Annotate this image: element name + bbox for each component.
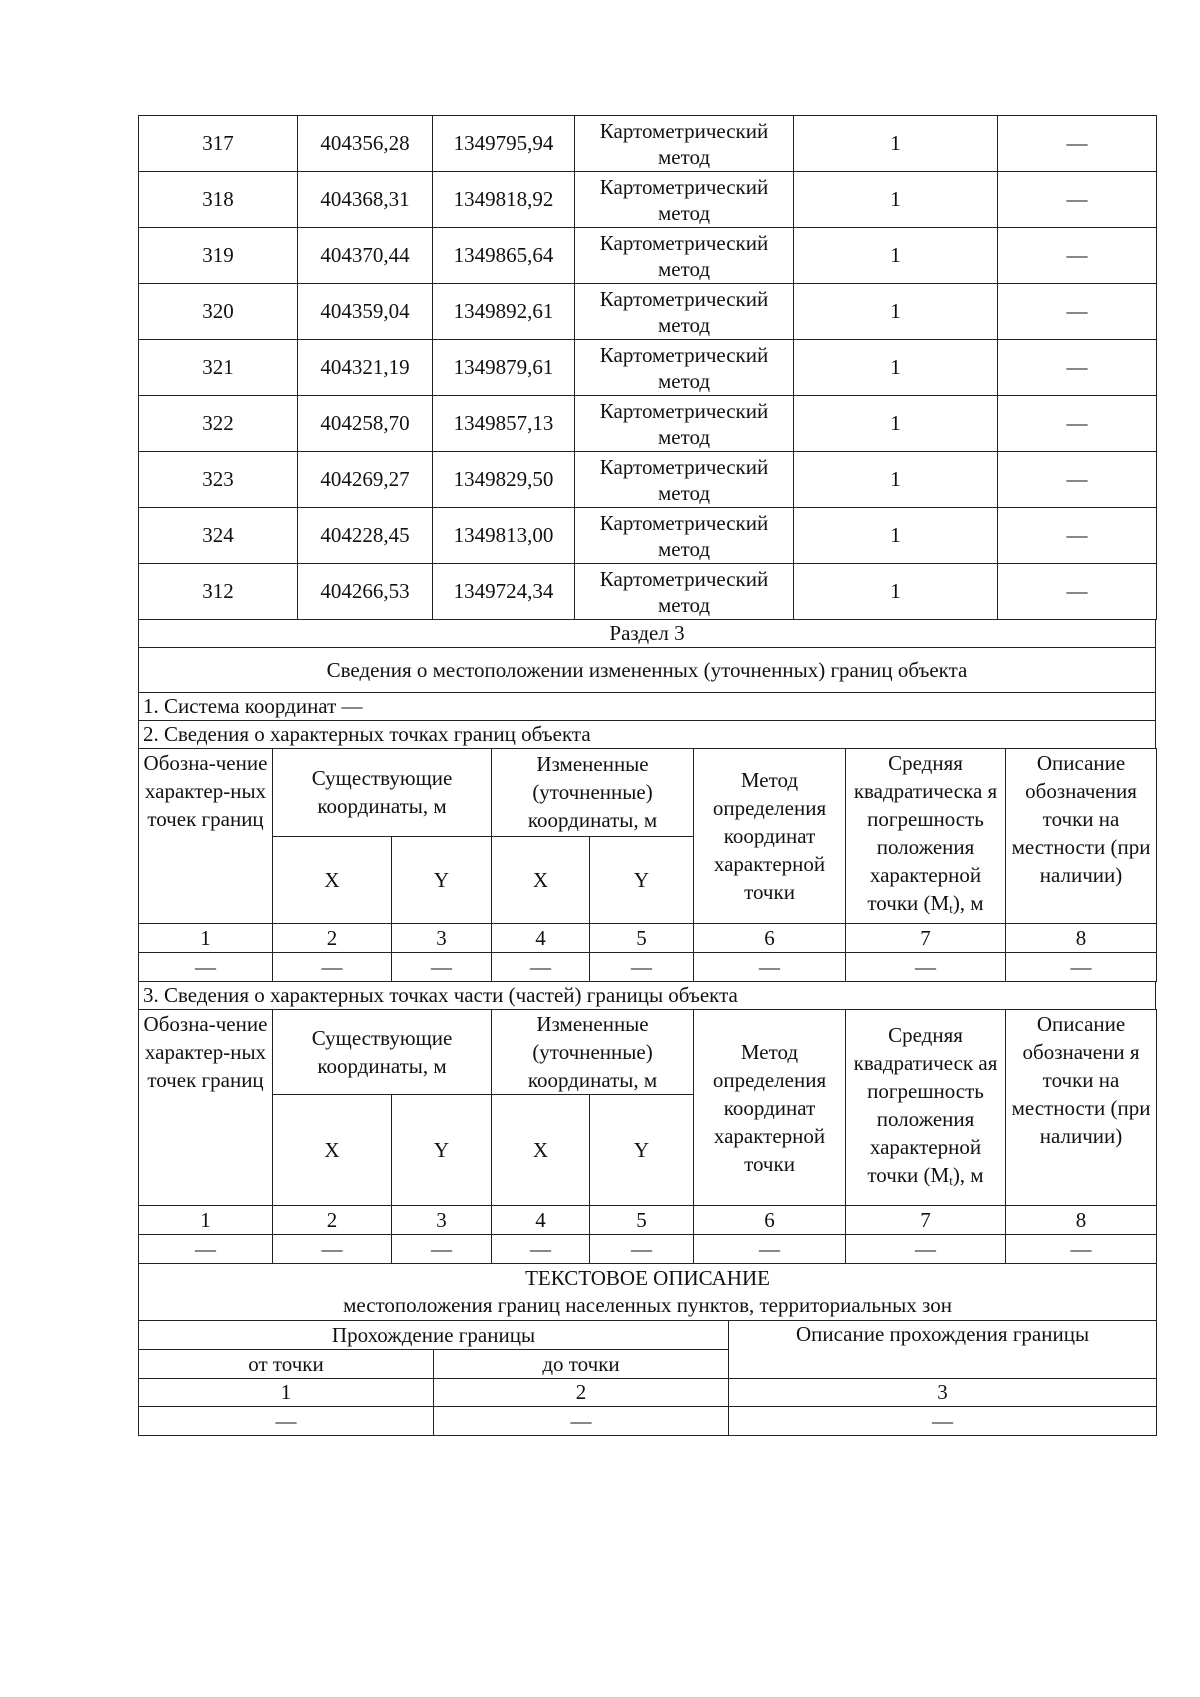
x-coordinate-cell: 404321,19 — [298, 340, 433, 396]
dash-cell: — — [1006, 953, 1157, 982]
dash-cell: — — [1006, 1235, 1157, 1264]
dash-cell: — — [729, 1407, 1157, 1436]
col-number: 8 — [1006, 924, 1157, 953]
dash-cell: — — [590, 1235, 694, 1264]
col-accuracy-sub: t — [949, 1172, 953, 1188]
dash-cell: — — [139, 953, 273, 982]
y-coordinate-cell: 1349813,00 — [433, 508, 575, 564]
col-to: до точки — [434, 1350, 729, 1379]
col-number: 7 — [846, 1206, 1006, 1235]
col-number: 3 — [392, 1206, 492, 1235]
col-y-changed: Y — [590, 1095, 694, 1206]
y-coordinate-cell: 1349857,13 — [433, 396, 575, 452]
x-coordinate-cell: 404228,45 — [298, 508, 433, 564]
dash-cell: — — [846, 953, 1006, 982]
parts-heading-table — [138, 981, 1156, 1010]
col-number: 3 — [392, 924, 492, 953]
dash-cell: — — [434, 1407, 729, 1436]
col-number: 8 — [1006, 1206, 1157, 1235]
col-number: 1 — [139, 1206, 273, 1235]
col-number: 6 — [694, 924, 846, 953]
col-accuracy — [846, 1010, 1006, 1206]
col-description: Описание обозначения точки на местности (при наличии) — [1006, 749, 1157, 924]
description-cell: — — [998, 116, 1157, 172]
accuracy-cell: 1 — [794, 116, 998, 172]
coordinate-row — [139, 452, 1157, 508]
coordinate-row — [139, 508, 1157, 564]
x-coordinate-cell: 404269,27 — [298, 452, 433, 508]
point-number-cell: 322 — [139, 396, 298, 452]
y-coordinate-cell: 1349879,61 — [433, 340, 575, 396]
coord-system-line: 1. Система координат — — [139, 693, 1156, 721]
col-designation: Обозна-чение характер-ных точек границ — [139, 749, 273, 924]
col-number: 5 — [590, 1206, 694, 1235]
x-coordinate-cell: 404266,53 — [298, 564, 433, 620]
col-designation: Обозна-чение характер-ных точек границ — [139, 1010, 273, 1206]
col-y-existing: Y — [392, 1095, 492, 1206]
point-number-cell: 318 — [139, 172, 298, 228]
col-accuracy-unit: ), м — [952, 1162, 984, 1187]
parts-heading: 3. Сведения о характерных точках части (частей) границы объекта — [139, 982, 1156, 1010]
col-method: Метод определения координат характерной точки — [694, 749, 846, 924]
point-number-cell: 312 — [139, 564, 298, 620]
coordinate-row — [139, 172, 1157, 228]
points-heading: 2. Сведения о характерных точках границ объекта — [139, 721, 1156, 749]
col-number: 4 — [492, 1206, 590, 1235]
col-x-existing: X — [273, 1095, 392, 1206]
method-cell: Картометрический метод — [575, 284, 794, 340]
y-coordinate-cell: 1349795,94 — [433, 116, 575, 172]
col-changed: Измененные (уточненные) координаты, м — [492, 1010, 694, 1095]
dash-cell: — — [694, 953, 846, 982]
col-y-changed: Y — [590, 836, 694, 924]
column-numbers-row — [139, 1379, 1157, 1407]
col-x-changed: X — [492, 1095, 590, 1206]
point-number-cell: 319 — [139, 228, 298, 284]
section3-header — [138, 619, 1156, 749]
method-cell: Картометрический метод — [575, 116, 794, 172]
coordinates-table-body — [139, 116, 1157, 620]
col-number: 7 — [846, 924, 1006, 953]
col-x-existing: X — [273, 836, 392, 924]
column-numbers-row — [139, 924, 1157, 953]
description-cell: — — [998, 564, 1157, 620]
dash-cell: — — [694, 1235, 846, 1264]
text-description-header — [139, 1264, 1157, 1321]
coordinate-row — [139, 228, 1157, 284]
text-description-subtitle: местоположения границ населенных пунктов, территориальных зон — [343, 1293, 952, 1317]
accuracy-cell: 1 — [794, 508, 998, 564]
col-method: Метод определения координат характерной точки — [694, 1010, 846, 1206]
col-number: 6 — [694, 1206, 846, 1235]
col-number: 4 — [492, 924, 590, 953]
dash-cell: — — [590, 953, 694, 982]
x-coordinate-cell: 404356,28 — [298, 116, 433, 172]
section-title: Раздел 3 — [139, 620, 1156, 648]
dash-cell: — — [392, 1235, 492, 1264]
accuracy-cell: 1 — [794, 228, 998, 284]
description-cell: — — [998, 508, 1157, 564]
text-description-table — [138, 1263, 1157, 1436]
col-existing: Существующие координаты, м — [273, 1010, 492, 1095]
document-page — [138, 115, 1156, 1436]
description-cell: — — [998, 340, 1157, 396]
col-description: Описание обозначени я точки на местности (при наличии) — [1006, 1010, 1157, 1206]
boundary-points-table — [138, 748, 1157, 982]
method-cell: Картометрический метод — [575, 396, 794, 452]
point-number-cell: 320 — [139, 284, 298, 340]
coordinates-table — [138, 115, 1157, 620]
empty-data-row — [139, 1235, 1157, 1264]
dash-cell: — — [492, 1235, 590, 1264]
description-cell: — — [998, 284, 1157, 340]
boundary-part-points-table — [138, 1009, 1157, 1264]
section-subtitle: Сведения о местоположении измененных (уточненных) границ объекта — [139, 648, 1156, 693]
coordinate-row — [139, 116, 1157, 172]
empty-data-row — [139, 1407, 1157, 1436]
text-description-title: ТЕКСТОВОЕ ОПИСАНИЕ — [525, 1266, 770, 1290]
accuracy-cell: 1 — [794, 452, 998, 508]
method-cell: Картометрический метод — [575, 452, 794, 508]
accuracy-cell: 1 — [794, 396, 998, 452]
description-cell: — — [998, 228, 1157, 284]
coordinate-row — [139, 284, 1157, 340]
x-coordinate-cell: 404359,04 — [298, 284, 433, 340]
accuracy-cell: 1 — [794, 284, 998, 340]
method-cell: Картометрический метод — [575, 340, 794, 396]
empty-data-row — [139, 953, 1157, 982]
col-from: от точки — [139, 1350, 434, 1379]
accuracy-cell: 1 — [794, 172, 998, 228]
dash-cell: — — [139, 1407, 434, 1436]
dash-cell: — — [139, 1235, 273, 1264]
method-cell: Картометрический метод — [575, 564, 794, 620]
x-coordinate-cell: 404370,44 — [298, 228, 433, 284]
col-number: 1 — [139, 1379, 434, 1407]
description-cell: — — [998, 452, 1157, 508]
method-cell: Картометрический метод — [575, 172, 794, 228]
col-number: 2 — [273, 924, 392, 953]
y-coordinate-cell: 1349724,34 — [433, 564, 575, 620]
column-numbers-row — [139, 1206, 1157, 1235]
description-cell: — — [998, 396, 1157, 452]
method-cell: Картометрический метод — [575, 508, 794, 564]
col-existing: Существующие координаты, м — [273, 749, 492, 837]
col-number: 3 — [729, 1379, 1157, 1407]
point-number-cell: 324 — [139, 508, 298, 564]
point-number-cell: 323 — [139, 452, 298, 508]
col-accuracy-unit: ), м — [952, 891, 984, 915]
col-accuracy — [846, 749, 1006, 924]
dash-cell: — — [273, 953, 392, 982]
dash-cell: — — [492, 953, 590, 982]
dash-cell: — — [273, 1235, 392, 1264]
col-number: 1 — [139, 924, 273, 953]
col-accuracy-text: Средняя квадратическ ая погрешность положения характерной точки (M — [853, 1022, 998, 1187]
dash-cell: — — [392, 953, 492, 982]
col-number: 5 — [590, 924, 694, 953]
dash-cell: — — [846, 1235, 1006, 1264]
coordinate-row — [139, 396, 1157, 452]
point-number-cell: 317 — [139, 116, 298, 172]
x-coordinate-cell: 404368,31 — [298, 172, 433, 228]
x-coordinate-cell: 404258,70 — [298, 396, 433, 452]
accuracy-cell: 1 — [794, 340, 998, 396]
col-passage-desc: Описание прохождения границы — [729, 1321, 1157, 1379]
y-coordinate-cell: 1349865,64 — [433, 228, 575, 284]
y-coordinate-cell: 1349818,92 — [433, 172, 575, 228]
col-x-changed: X — [492, 836, 590, 924]
col-number: 2 — [434, 1379, 729, 1407]
y-coordinate-cell: 1349892,61 — [433, 284, 575, 340]
coordinate-row — [139, 564, 1157, 620]
method-cell: Картометрический метод — [575, 228, 794, 284]
accuracy-cell: 1 — [794, 564, 998, 620]
col-passage: Прохождение границы — [139, 1321, 729, 1350]
description-cell: — — [998, 172, 1157, 228]
coordinate-row — [139, 340, 1157, 396]
col-accuracy-sub: t — [949, 901, 953, 916]
col-y-existing: Y — [392, 836, 492, 924]
col-changed: Измененные (уточненные) координаты, м — [492, 749, 694, 837]
col-accuracy-text: Средняя квадратическа я погрешность положения характерной точки (M — [853, 751, 998, 915]
col-number: 2 — [273, 1206, 392, 1235]
point-number-cell: 321 — [139, 340, 298, 396]
y-coordinate-cell: 1349829,50 — [433, 452, 575, 508]
